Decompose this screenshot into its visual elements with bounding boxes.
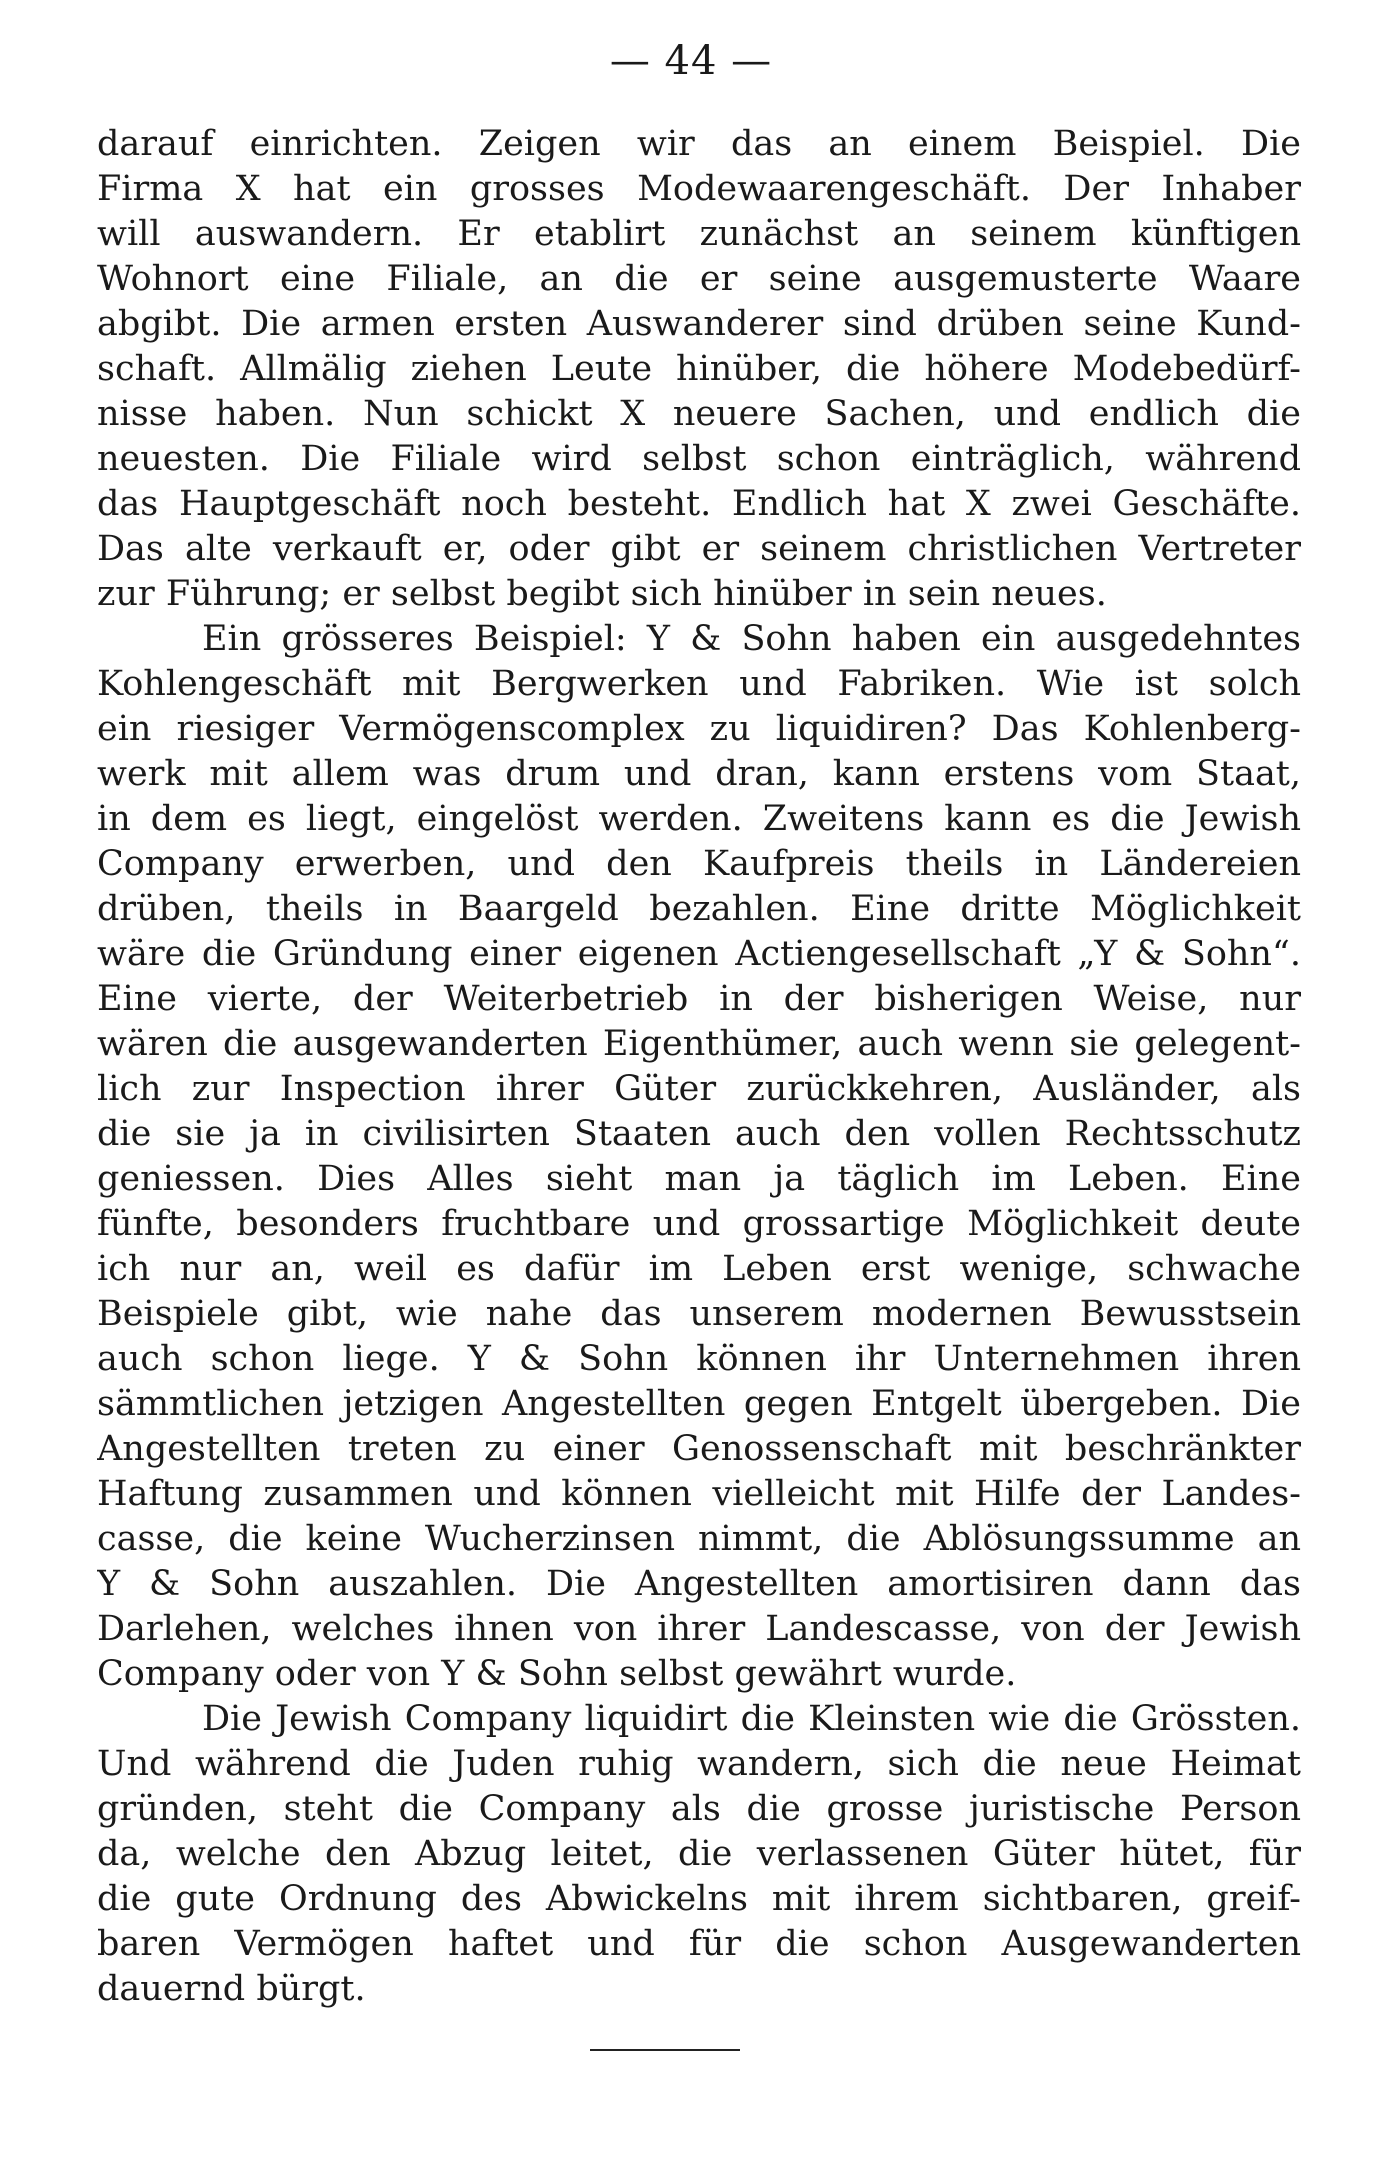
text-line: Angestellten treten zu einer Genossenschaft mit beschränkter: [97, 1429, 1301, 1469]
text-line: wären die ausgewanderten Eigenthümer, auch wenn sie gelegent-: [97, 1024, 1301, 1064]
text-line: Wohnort eine Filiale, an die er seine ausgemusterte Waare: [97, 259, 1301, 299]
text-line: Darlehen, welches ihnen von ihrer Landescasse, von der Jewish: [97, 1609, 1301, 1649]
text-line: Eine vierte, der Weiterbetrieb in der bisherigen Weise, nur: [97, 979, 1301, 1019]
text-line: fünfte, besonders fruchtbare und grossartige Möglichkeit deute: [97, 1204, 1301, 1244]
text-line: auch schon liege. Y & Sohn können ihr Unternehmen ihren: [97, 1339, 1301, 1379]
text-line: darauf einrichten. Zeigen wir das an einem Beispiel. Die: [97, 124, 1301, 164]
text-line: gründen, steht die Company als die grosse juristische Person: [97, 1789, 1301, 1829]
text-line: in dem es liegt, eingelöst werden. Zweitens kann es die Jewish: [97, 799, 1301, 839]
text-line: Y & Sohn auszahlen. Die Angestellten amortisiren dann das: [97, 1564, 1301, 1604]
text-line: Beispiele gibt, wie nahe das unserem modernen Bewusstsein: [97, 1294, 1301, 1334]
text-line: ich nur an, weil es dafür im Leben erst wenige, schwache: [97, 1249, 1301, 1289]
text-line: wäre die Gründung einer eigenen Actiengesellschaft „Y & Sohn“.: [97, 934, 1301, 974]
end-rule: [590, 2049, 740, 2051]
text-line: Das alte verkauft er, oder gibt er seinem christlichen Vertreter: [97, 529, 1301, 569]
text-line: Und während die Juden ruhig wandern, sich die neue Heimat: [97, 1744, 1301, 1784]
text-line: Company oder von Y & Sohn selbst gewährt wurde.: [97, 1654, 1017, 1694]
text-line: abgibt. Die armen ersten Auswanderer sind drüben seine Kund-: [97, 304, 1301, 344]
text-line: Ein grösseres Beispiel: Y & Sohn haben ein ausgedehntes: [202, 619, 1301, 659]
text-line: ein riesiger Vermögenscomplex zu liquidiren? Das Kohlenberg-: [97, 709, 1301, 749]
page-number: — 44 —: [609, 38, 773, 84]
text-line: werk mit allem was drum und dran, kann erstens vom Staat,: [97, 754, 1301, 794]
text-line: lich zur Inspection ihrer Güter zurückkehren, Ausländer, als: [97, 1069, 1301, 1109]
text-line: Haftung zusammen und können vielleicht mit Hilfe der Landes-: [97, 1474, 1301, 1514]
text-line: schaft. Allmälig ziehen Leute hinüber, die höhere Modebedürf-: [97, 349, 1301, 389]
body-text: [97, 122, 1301, 2012]
text-line: neuesten. Die Filiale wird selbst schon einträglich, während: [97, 439, 1301, 479]
text-line: das Hauptgeschäft noch besteht. Endlich hat X zwei Geschäfte.: [97, 484, 1301, 524]
text-line: Firma X hat ein grosses Modewaarengeschäft. Der Inhaber: [97, 169, 1301, 209]
text-line: sämmtlichen jetzigen Angestellten gegen Entgelt übergeben. Die: [97, 1384, 1301, 1424]
text-line: Company erwerben, und den Kaufpreis theils in Ländereien: [97, 844, 1301, 884]
text-line: baren Vermögen haftet und für die schon Ausgewanderten: [97, 1924, 1301, 1964]
text-line: die sie ja in civilisirten Staaten auch den vollen Rechtsschutz: [97, 1114, 1301, 1154]
text-line: Die Jewish Company liquidirt die Kleinsten wie die Grössten.: [202, 1699, 1301, 1739]
text-line: zur Führung; er selbst begibt sich hinüber in sein neues.: [97, 574, 1107, 614]
text-line: die gute Ordnung des Abwickelns mit ihrem sichtbaren, greif-: [97, 1879, 1301, 1919]
text-line: will auswandern. Er etablirt zunächst an seinem künftigen: [97, 214, 1301, 254]
text-line: dauernd bürgt.: [97, 1969, 366, 2009]
text-line: da, welche den Abzug leitet, die verlassenen Güter hütet, für: [97, 1834, 1301, 1874]
text-line: nisse haben. Nun schickt X neuere Sachen, und endlich die: [97, 394, 1301, 434]
text-line: geniessen. Dies Alles sieht man ja täglich im Leben. Eine: [97, 1159, 1301, 1199]
text-line: casse, die keine Wucherzinsen nimmt, die Ablösungssumme an: [97, 1519, 1301, 1559]
text-line: drüben, theils in Baargeld bezahlen. Eine dritte Möglichkeit: [97, 889, 1301, 929]
text-line: Kohlengeschäft mit Bergwerken und Fabriken. Wie ist solch: [97, 664, 1301, 704]
